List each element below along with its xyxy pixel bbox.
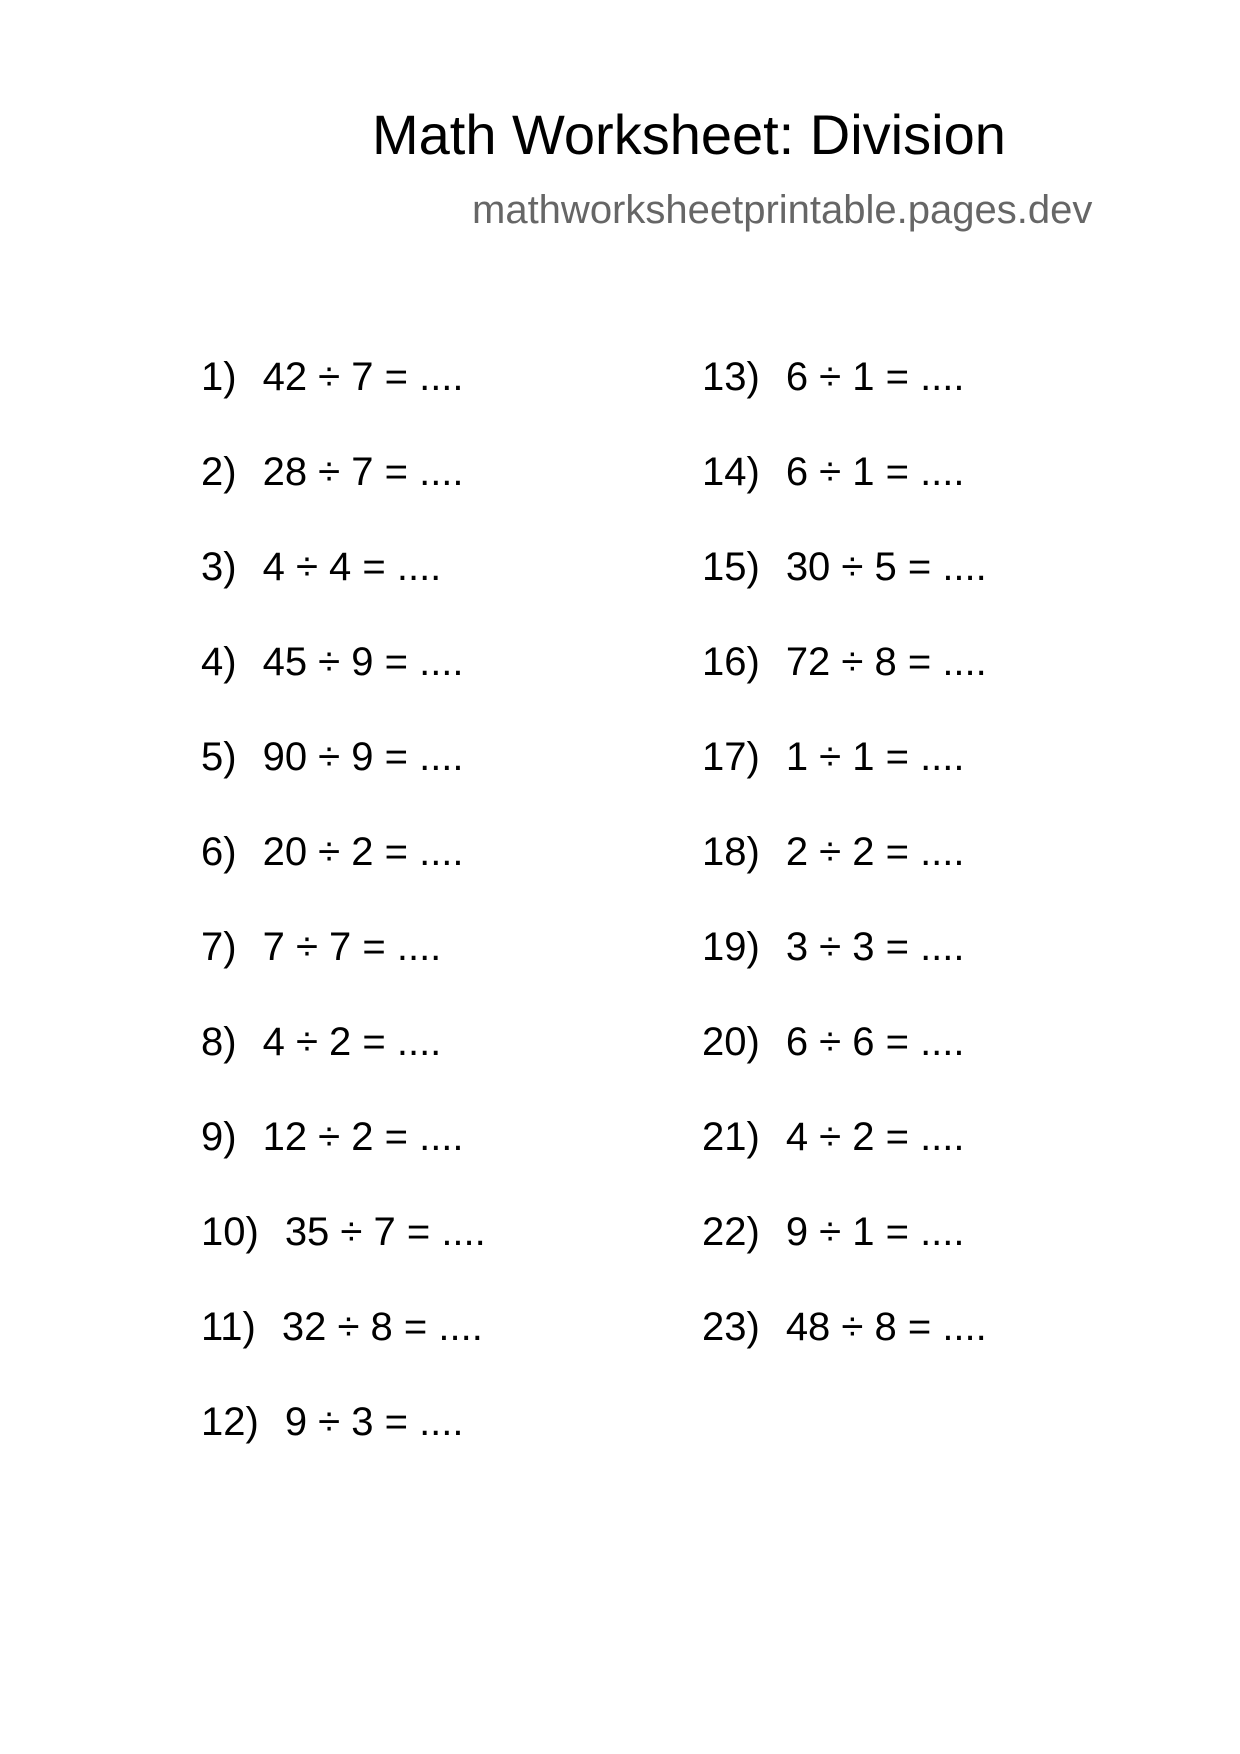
problem-number: 23) (702, 1305, 760, 1349)
problem-column-left (201, 352, 486, 1492)
problem-item (702, 1302, 987, 1397)
problem-number: 8) (201, 1020, 237, 1064)
problem-expression: 32 ÷ 8 = .... (281, 1305, 483, 1349)
problem-expression: 9 ÷ 1 = .... (785, 1210, 965, 1254)
problem-number: 15) (702, 545, 760, 589)
problem-item (201, 1207, 486, 1302)
problem-expression: 6 ÷ 1 = .... (785, 355, 965, 399)
problem-item (201, 732, 486, 827)
problem-item (201, 447, 486, 542)
problem-number: 21) (702, 1115, 760, 1159)
problem-number: 12) (201, 1400, 259, 1444)
problem-expression: 6 ÷ 6 = .... (785, 1020, 965, 1064)
problem-item (201, 827, 486, 922)
problem-expression: 6 ÷ 1 = .... (785, 450, 965, 494)
problem-expression: 12 ÷ 2 = .... (262, 1115, 464, 1159)
problem-expression: 7 ÷ 7 = .... (262, 925, 442, 969)
problem-number: 4) (201, 640, 237, 684)
problem-item (702, 447, 987, 542)
problem-number: 11) (201, 1305, 256, 1349)
problem-item (201, 922, 486, 1017)
problem-item (201, 1112, 486, 1207)
problem-expression: 1 ÷ 1 = .... (785, 735, 965, 779)
problem-item (702, 1017, 987, 1112)
problem-number: 6) (201, 830, 237, 874)
problem-number: 17) (702, 735, 760, 779)
problem-number: 13) (702, 355, 760, 399)
problem-expression: 4 ÷ 2 = .... (262, 1020, 442, 1064)
problem-number: 20) (702, 1020, 760, 1064)
problem-expression: 45 ÷ 9 = .... (262, 640, 464, 684)
problem-number: 3) (201, 545, 237, 589)
problem-item (702, 1112, 987, 1207)
problem-number: 19) (702, 925, 760, 969)
problem-item (702, 1207, 987, 1302)
problem-number: 9) (201, 1115, 237, 1159)
problem-expression: 3 ÷ 3 = .... (785, 925, 965, 969)
problem-item (702, 827, 987, 922)
problem-item (201, 637, 486, 732)
problem-item (201, 1302, 486, 1397)
problem-expression: 9 ÷ 3 = .... (284, 1400, 464, 1444)
problem-column-right (702, 352, 987, 1397)
problem-item (702, 637, 987, 732)
worksheet-title: Math Worksheet: Division (372, 103, 1006, 166)
problem-item (702, 732, 987, 827)
problem-number: 18) (702, 830, 760, 874)
problem-number: 5) (201, 735, 237, 779)
problem-expression: 4 ÷ 2 = .... (785, 1115, 965, 1159)
problem-number: 1) (201, 355, 237, 399)
problem-number: 2) (201, 450, 237, 494)
problem-expression: 30 ÷ 5 = .... (785, 545, 987, 589)
problem-item (201, 352, 486, 447)
problem-expression: 35 ÷ 7 = .... (284, 1210, 486, 1254)
problem-number: 14) (702, 450, 760, 494)
problem-number: 7) (201, 925, 237, 969)
problem-expression: 20 ÷ 2 = .... (262, 830, 464, 874)
problem-item (702, 352, 987, 447)
problem-item (201, 542, 486, 637)
problem-item (702, 542, 987, 637)
worksheet-source: mathworksheetprintable.pages.dev (472, 188, 1093, 232)
problem-number: 22) (702, 1210, 760, 1254)
problem-number: 10) (201, 1210, 259, 1254)
problem-expression: 4 ÷ 4 = .... (262, 545, 442, 589)
problem-number: 16) (702, 640, 760, 684)
problem-item (201, 1397, 486, 1492)
problem-expression: 72 ÷ 8 = .... (785, 640, 987, 684)
problem-expression: 2 ÷ 2 = .... (785, 830, 965, 874)
problem-item (201, 1017, 486, 1112)
problem-expression: 28 ÷ 7 = .... (262, 450, 464, 494)
problem-item (702, 922, 987, 1017)
problem-expression: 48 ÷ 8 = .... (785, 1305, 987, 1349)
problem-expression: 90 ÷ 9 = .... (262, 735, 464, 779)
problem-expression: 42 ÷ 7 = .... (262, 355, 464, 399)
